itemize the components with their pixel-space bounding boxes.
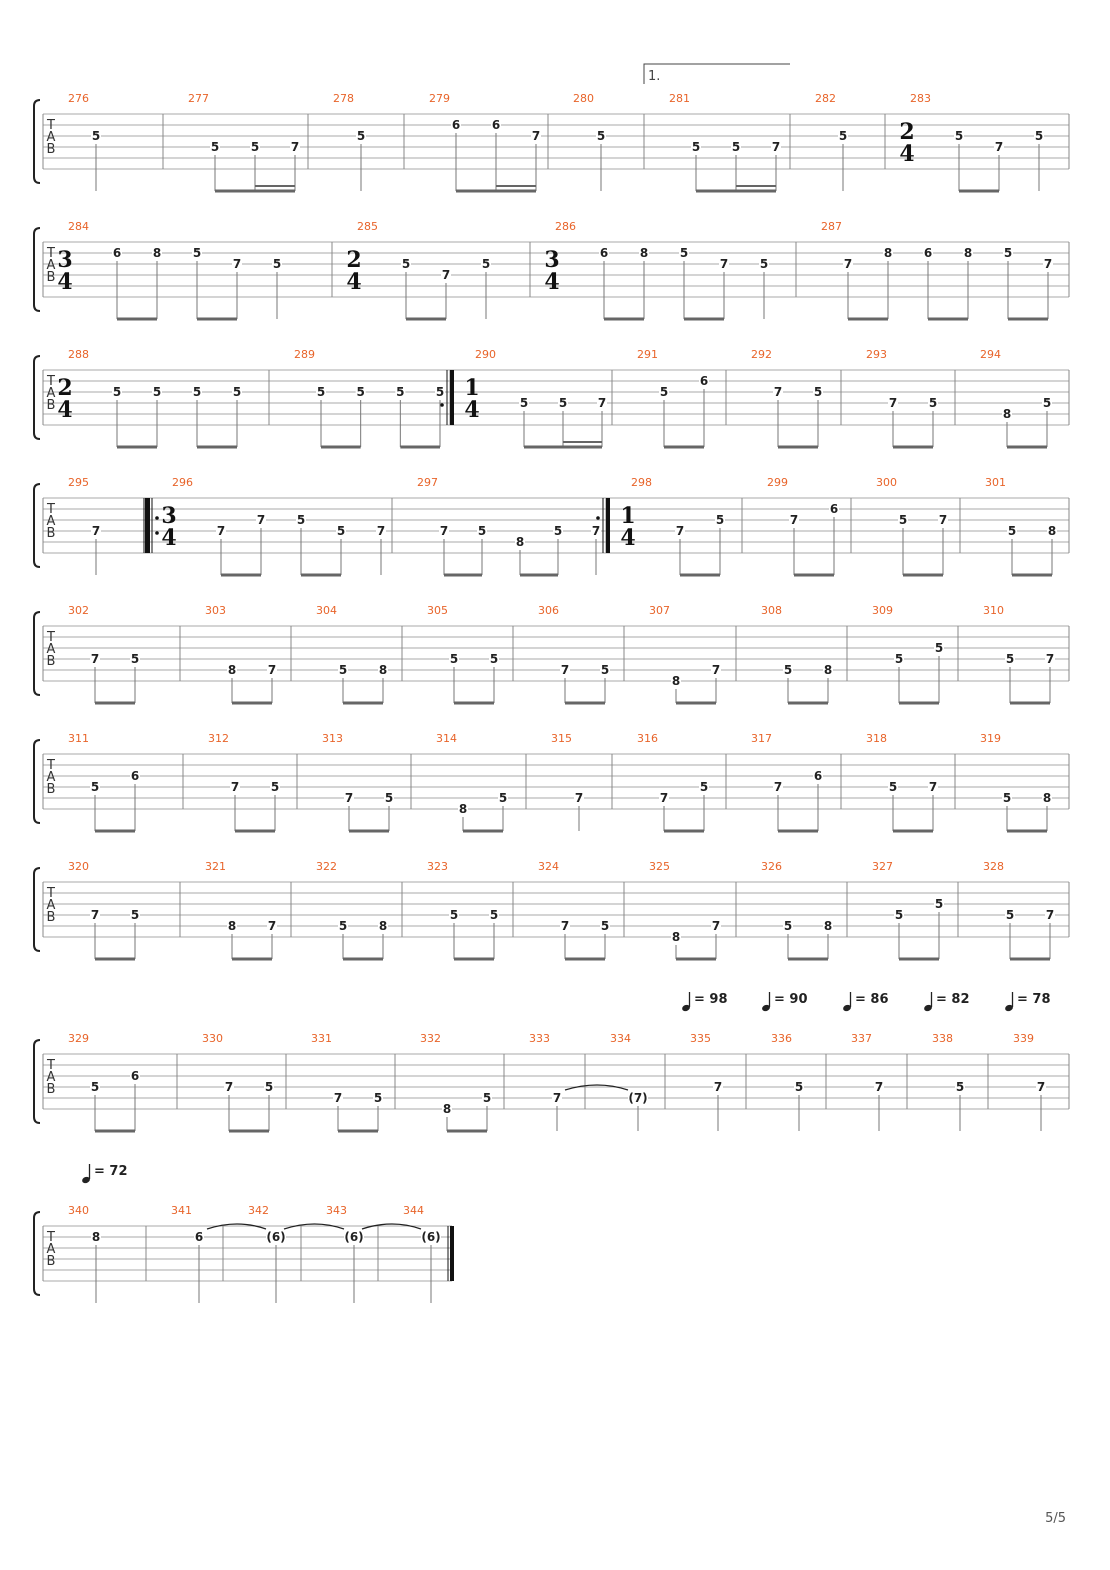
fret-number: 7 — [230, 780, 240, 794]
measure-number: 331 — [311, 1032, 332, 1045]
measure-number: 339 — [1013, 1032, 1034, 1045]
fret-number: 6 — [491, 118, 501, 132]
time-signature-bottom: 4 — [57, 397, 73, 423]
fret-number: 7 — [560, 663, 570, 677]
measure-number: 293 — [866, 348, 887, 361]
fret-number: 5 — [477, 524, 487, 538]
fret-number: 8 — [378, 919, 388, 933]
tab-clef-letter: T — [47, 118, 55, 133]
fret-number: 7 — [531, 129, 541, 143]
measure-number: 337 — [851, 1032, 872, 1045]
measure-number: 285 — [357, 220, 378, 233]
volta-label: 1. — [648, 69, 661, 84]
measure-number: 310 — [983, 604, 1004, 617]
fret-number: 5 — [1002, 791, 1012, 805]
tab-clef-letter: B — [46, 910, 56, 925]
fret-number: 5 — [1005, 652, 1015, 666]
fret-number: 7 — [232, 257, 242, 271]
tab-clef-letter: B — [46, 1082, 56, 1097]
fret-number: 7 — [789, 513, 799, 527]
fret-number: 5 — [356, 129, 366, 143]
measure-number: 280 — [573, 92, 594, 105]
fret-number: 5 — [519, 396, 529, 410]
fret-number: 5 — [90, 1080, 100, 1094]
measure-number: 326 — [761, 860, 782, 873]
measure-number: 300 — [876, 476, 897, 489]
fret-number: 7 — [928, 780, 938, 794]
fret-number: 5 — [813, 385, 823, 399]
measure-number: 342 — [248, 1204, 269, 1217]
tempo-marking: = 78 — [1017, 992, 1051, 1007]
fret-number: 7 — [90, 652, 100, 666]
measure-number: 297 — [417, 476, 438, 489]
fret-number: 5 — [1034, 129, 1044, 143]
fret-number: 7 — [439, 524, 449, 538]
fret-number: 6 — [699, 374, 709, 388]
measure-number: 283 — [910, 92, 931, 105]
fret-number: 5 — [783, 663, 793, 677]
fret-number: 5 — [384, 791, 394, 805]
system-bracket — [34, 740, 40, 823]
fret-number: 6 — [451, 118, 461, 132]
fret-number: 8 — [227, 919, 237, 933]
fret-number: 5 — [130, 908, 140, 922]
fret-number: 5 — [731, 140, 741, 154]
tab-clef-letter: A — [46, 258, 56, 273]
fret-number: 5 — [783, 919, 793, 933]
time-signature-bottom: 4 — [57, 269, 73, 295]
fret-number: 7 — [552, 1091, 562, 1105]
fret-number: 5 — [482, 1091, 492, 1105]
tempo-marking: = 82 — [936, 992, 970, 1007]
fret-number: 5 — [338, 919, 348, 933]
measure-number: 320 — [68, 860, 89, 873]
system-bracket — [34, 356, 40, 439]
time-signature-bottom: 4 — [544, 269, 560, 295]
repeat-dot — [440, 403, 444, 407]
fret-number: 5 — [356, 385, 365, 399]
measure-number: 335 — [690, 1032, 711, 1045]
time-signature-top: 2 — [346, 247, 362, 273]
fret-number: 5 — [232, 385, 242, 399]
fret-number: 5 — [272, 257, 282, 271]
measure-number: 338 — [932, 1032, 953, 1045]
tempo-marking: = 72 — [94, 1164, 128, 1179]
tab-clef-letter: B — [46, 270, 56, 285]
volta-bracket — [644, 64, 790, 84]
tab-clef-letter: T — [47, 886, 55, 901]
measure-number: 315 — [551, 732, 572, 745]
fret-number: 5 — [894, 908, 904, 922]
fret-number: 5 — [270, 780, 280, 794]
measure-number: 334 — [610, 1032, 631, 1045]
tab-clef-letter: T — [47, 630, 55, 645]
fret-number: 8 — [671, 930, 681, 944]
fret-number: 5 — [955, 1080, 965, 1094]
fret-number: 6 — [829, 502, 839, 516]
measure-number: 303 — [205, 604, 226, 617]
tab-clef-letter: T — [47, 502, 55, 517]
fret-number: 5 — [192, 385, 202, 399]
page-number: 5/5 — [1045, 1511, 1066, 1526]
measure-number: 329 — [68, 1032, 89, 1045]
measure-number: 295 — [68, 476, 89, 489]
tempo-marking: = 90 — [774, 992, 808, 1007]
tab-clef-letter: A — [46, 1242, 56, 1257]
time-signature-top: 3 — [57, 247, 73, 273]
fret-number: 6 — [130, 1069, 140, 1083]
fret-number: 7 — [1045, 652, 1055, 666]
tab-clef-letter: T — [47, 1230, 55, 1245]
fret-number: 6 — [130, 769, 140, 783]
fret-number: 7 — [659, 791, 669, 805]
fret-number: 7 — [591, 524, 601, 538]
fret-number: 8 — [458, 802, 468, 816]
system-bracket — [34, 1212, 40, 1295]
fret-number: 7 — [1045, 908, 1055, 922]
fret-number: 5 — [435, 385, 445, 399]
fret-number: 7 — [711, 919, 721, 933]
tab-clef-letter: T — [47, 246, 55, 261]
tab-clef-letter: T — [47, 758, 55, 773]
measure-number: 301 — [985, 476, 1006, 489]
fret-number: 5 — [296, 513, 306, 527]
measure-number: 276 — [68, 92, 89, 105]
tab-clef-letter: A — [46, 770, 56, 785]
measure-number: 336 — [771, 1032, 792, 1045]
fret-number: 8 — [378, 663, 388, 677]
fret-number: 5 — [928, 396, 938, 410]
fret-number: 5 — [498, 791, 508, 805]
measure-number: 304 — [316, 604, 337, 617]
fret-number: 7 — [675, 524, 685, 538]
tab-clef-letter: B — [46, 782, 56, 797]
fret-number: 7 — [888, 396, 898, 410]
fret-number: 5 — [336, 524, 346, 538]
measure-number: 316 — [637, 732, 658, 745]
fret-number: 7 — [560, 919, 570, 933]
fret-number: 5 — [659, 385, 669, 399]
fret-number: 7 — [441, 268, 451, 282]
time-signature-bottom: 4 — [620, 525, 636, 551]
measure-number: 330 — [202, 1032, 223, 1045]
measure-number: 289 — [294, 348, 315, 361]
tempo-marking: = 86 — [855, 992, 889, 1007]
fret-number: 5 — [316, 385, 326, 399]
fret-number: 7 — [713, 1080, 723, 1094]
system-bracket — [34, 228, 40, 311]
fret-number: 7 — [91, 524, 101, 538]
fret-number: 5 — [838, 129, 848, 143]
fret-number: 7 — [874, 1080, 884, 1094]
tab-clef-letter: A — [46, 130, 56, 145]
fret-number: 5 — [449, 908, 459, 922]
measure-number: 309 — [872, 604, 893, 617]
fret-number: 5 — [192, 246, 202, 260]
system-bracket — [34, 100, 40, 183]
measure-number: 278 — [333, 92, 354, 105]
fret-number: 5 — [699, 780, 709, 794]
measure-number: 307 — [649, 604, 670, 617]
fret-number: 5 — [596, 129, 606, 143]
repeat-dot — [155, 516, 159, 520]
fret-number: 5 — [715, 513, 725, 527]
measure-number: 323 — [427, 860, 448, 873]
fret-number: 8 — [515, 535, 525, 549]
measure-number: 288 — [68, 348, 89, 361]
fret-number: (6) — [421, 1230, 441, 1244]
measure-number: 290 — [475, 348, 496, 361]
repeat-dot — [155, 531, 159, 535]
fret-number: 8 — [883, 246, 893, 260]
fret-number: 7 — [216, 524, 226, 538]
measure-number: 298 — [631, 476, 652, 489]
fret-number: 5 — [210, 140, 220, 154]
system-bracket — [34, 612, 40, 695]
fret-number: 5 — [401, 257, 411, 271]
fret-number: 8 — [91, 1230, 101, 1244]
fret-number: 5 — [396, 385, 405, 399]
fret-number: 5 — [898, 513, 908, 527]
measure-number: 294 — [980, 348, 1001, 361]
fret-number: 5 — [1005, 908, 1015, 922]
system-bracket — [34, 868, 40, 951]
fret-number: 5 — [1007, 524, 1017, 538]
time-signature-top: 3 — [544, 247, 560, 273]
fret-number: 7 — [333, 1091, 343, 1105]
repeat-dot — [596, 516, 600, 520]
fret-number: 8 — [639, 246, 649, 260]
tab-clef-letter: A — [46, 1070, 56, 1085]
measure-number: 282 — [815, 92, 836, 105]
tab-clef-letter: A — [46, 386, 56, 401]
fret-number: 6 — [813, 769, 823, 783]
fret-number: 8 — [227, 663, 237, 677]
fret-number: 5 — [691, 140, 701, 154]
time-signature-top: 1 — [620, 503, 636, 529]
measure-number: 324 — [538, 860, 559, 873]
measure-number: 292 — [751, 348, 772, 361]
fret-number: 8 — [671, 674, 681, 688]
measure-number: 286 — [555, 220, 576, 233]
fret-number: 5 — [934, 641, 944, 655]
fret-number: 8 — [963, 246, 973, 260]
fret-number: 7 — [711, 663, 721, 677]
fret-number: 5 — [90, 780, 100, 794]
fret-number: 7 — [256, 513, 266, 527]
measure-number: 341 — [171, 1204, 192, 1217]
fret-number: 7 — [90, 908, 100, 922]
system-bracket — [34, 1040, 40, 1123]
fret-number: 8 — [823, 663, 833, 677]
tab-clef-letter: A — [46, 642, 56, 657]
fret-number: 5 — [600, 663, 610, 677]
time-signature-bottom: 4 — [464, 397, 480, 423]
fret-number: 5 — [759, 257, 769, 271]
measure-number: 311 — [68, 732, 89, 745]
fret-number: 5 — [558, 396, 568, 410]
fret-number: 6 — [112, 246, 122, 260]
fret-number: (6) — [344, 1230, 364, 1244]
measure-number: 314 — [436, 732, 457, 745]
tab-clef-letter: T — [47, 374, 55, 389]
time-signature-bottom: 4 — [346, 269, 362, 295]
fret-number: 8 — [1047, 524, 1057, 538]
time-signature-top: 1 — [464, 375, 480, 401]
fret-number: 5 — [264, 1080, 274, 1094]
measure-number: 344 — [403, 1204, 424, 1217]
measure-number: 306 — [538, 604, 559, 617]
tab-clef-letter: B — [46, 1254, 56, 1269]
time-signature-bottom: 4 — [161, 525, 177, 551]
fret-number: 7 — [773, 780, 783, 794]
fret-number: 7 — [1043, 257, 1053, 271]
fret-number: 7 — [771, 140, 781, 154]
fret-number: 7 — [843, 257, 853, 271]
fret-number: 7 — [267, 663, 277, 677]
tab-clef-letter: B — [46, 142, 56, 157]
tab-clef-letter: B — [46, 398, 56, 413]
fret-number: 6 — [599, 246, 609, 260]
fret-number: 7 — [994, 140, 1004, 154]
fret-number: 5 — [794, 1080, 804, 1094]
fret-number: 5 — [112, 385, 122, 399]
fret-number: 7 — [376, 524, 386, 538]
fret-number: (7) — [628, 1091, 648, 1105]
fret-number: 7 — [267, 919, 277, 933]
fret-number: 6 — [194, 1230, 204, 1244]
fret-number: 8 — [442, 1102, 452, 1116]
fret-number: 5 — [894, 652, 904, 666]
fret-number: 5 — [489, 652, 499, 666]
fret-number: 5 — [449, 652, 459, 666]
measure-number: 333 — [529, 1032, 550, 1045]
measure-number: 328 — [983, 860, 1004, 873]
fret-number: 5 — [888, 780, 898, 794]
fret-number: 5 — [152, 385, 162, 399]
fret-number: 5 — [1003, 246, 1013, 260]
fret-number: 7 — [290, 140, 300, 154]
time-signature-top: 3 — [161, 503, 177, 529]
measure-number: 317 — [751, 732, 772, 745]
time-signature-top: 2 — [57, 375, 73, 401]
measure-number: 321 — [205, 860, 226, 873]
tab-clef-letter: T — [47, 1058, 55, 1073]
time-signature-bottom: 4 — [899, 141, 915, 167]
tab-clef-letter: A — [46, 898, 56, 913]
time-signature-top: 2 — [899, 119, 915, 145]
fret-number: 5 — [481, 257, 491, 271]
fret-number: 5 — [489, 908, 499, 922]
fret-number: 7 — [224, 1080, 234, 1094]
fret-number: 5 — [130, 652, 140, 666]
measure-number: 325 — [649, 860, 670, 873]
fret-number: 7 — [773, 385, 783, 399]
fret-number: (6) — [266, 1230, 286, 1244]
fret-number: 5 — [373, 1091, 383, 1105]
measure-number: 296 — [172, 476, 193, 489]
measure-number: 291 — [637, 348, 658, 361]
measure-number: 308 — [761, 604, 782, 617]
measure-number: 318 — [866, 732, 887, 745]
fret-number: 8 — [1042, 791, 1052, 805]
fret-number: 5 — [250, 140, 260, 154]
fret-number: 8 — [152, 246, 162, 260]
measure-number: 281 — [669, 92, 690, 105]
tab-clef-letter: B — [46, 526, 56, 541]
measure-number: 299 — [767, 476, 788, 489]
measure-number: 313 — [322, 732, 343, 745]
fret-number: 7 — [597, 396, 607, 410]
tempo-marking: = 98 — [694, 992, 728, 1007]
fret-number: 7 — [938, 513, 948, 527]
measure-number: 279 — [429, 92, 450, 105]
fret-number: 5 — [1042, 396, 1052, 410]
fret-number: 8 — [1002, 407, 1012, 421]
measure-number: 319 — [980, 732, 1001, 745]
fret-number: 6 — [923, 246, 933, 260]
measure-number: 327 — [872, 860, 893, 873]
fret-number: 5 — [91, 129, 101, 143]
measure-number: 277 — [188, 92, 209, 105]
measure-number: 332 — [420, 1032, 441, 1045]
measure-number: 302 — [68, 604, 89, 617]
measure-number: 343 — [326, 1204, 347, 1217]
fret-number: 5 — [934, 897, 944, 911]
tab-clef-letter: B — [46, 654, 56, 669]
fret-number: 5 — [954, 129, 964, 143]
measure-number: 322 — [316, 860, 337, 873]
fret-number: 8 — [823, 919, 833, 933]
fret-number: 5 — [553, 524, 563, 538]
measure-number: 340 — [68, 1204, 89, 1217]
fret-number: 7 — [719, 257, 729, 271]
fret-number: 5 — [600, 919, 610, 933]
measure-number: 305 — [427, 604, 448, 617]
fret-number: 5 — [679, 246, 689, 260]
measure-number: 312 — [208, 732, 229, 745]
measure-number: 287 — [821, 220, 842, 233]
fret-number: 7 — [1036, 1080, 1046, 1094]
fret-number: 7 — [344, 791, 354, 805]
system-bracket — [34, 484, 40, 567]
measure-number: 284 — [68, 220, 89, 233]
tab-clef-letter: A — [46, 514, 56, 529]
fret-number: 7 — [574, 791, 584, 805]
fret-number: 5 — [338, 663, 348, 677]
